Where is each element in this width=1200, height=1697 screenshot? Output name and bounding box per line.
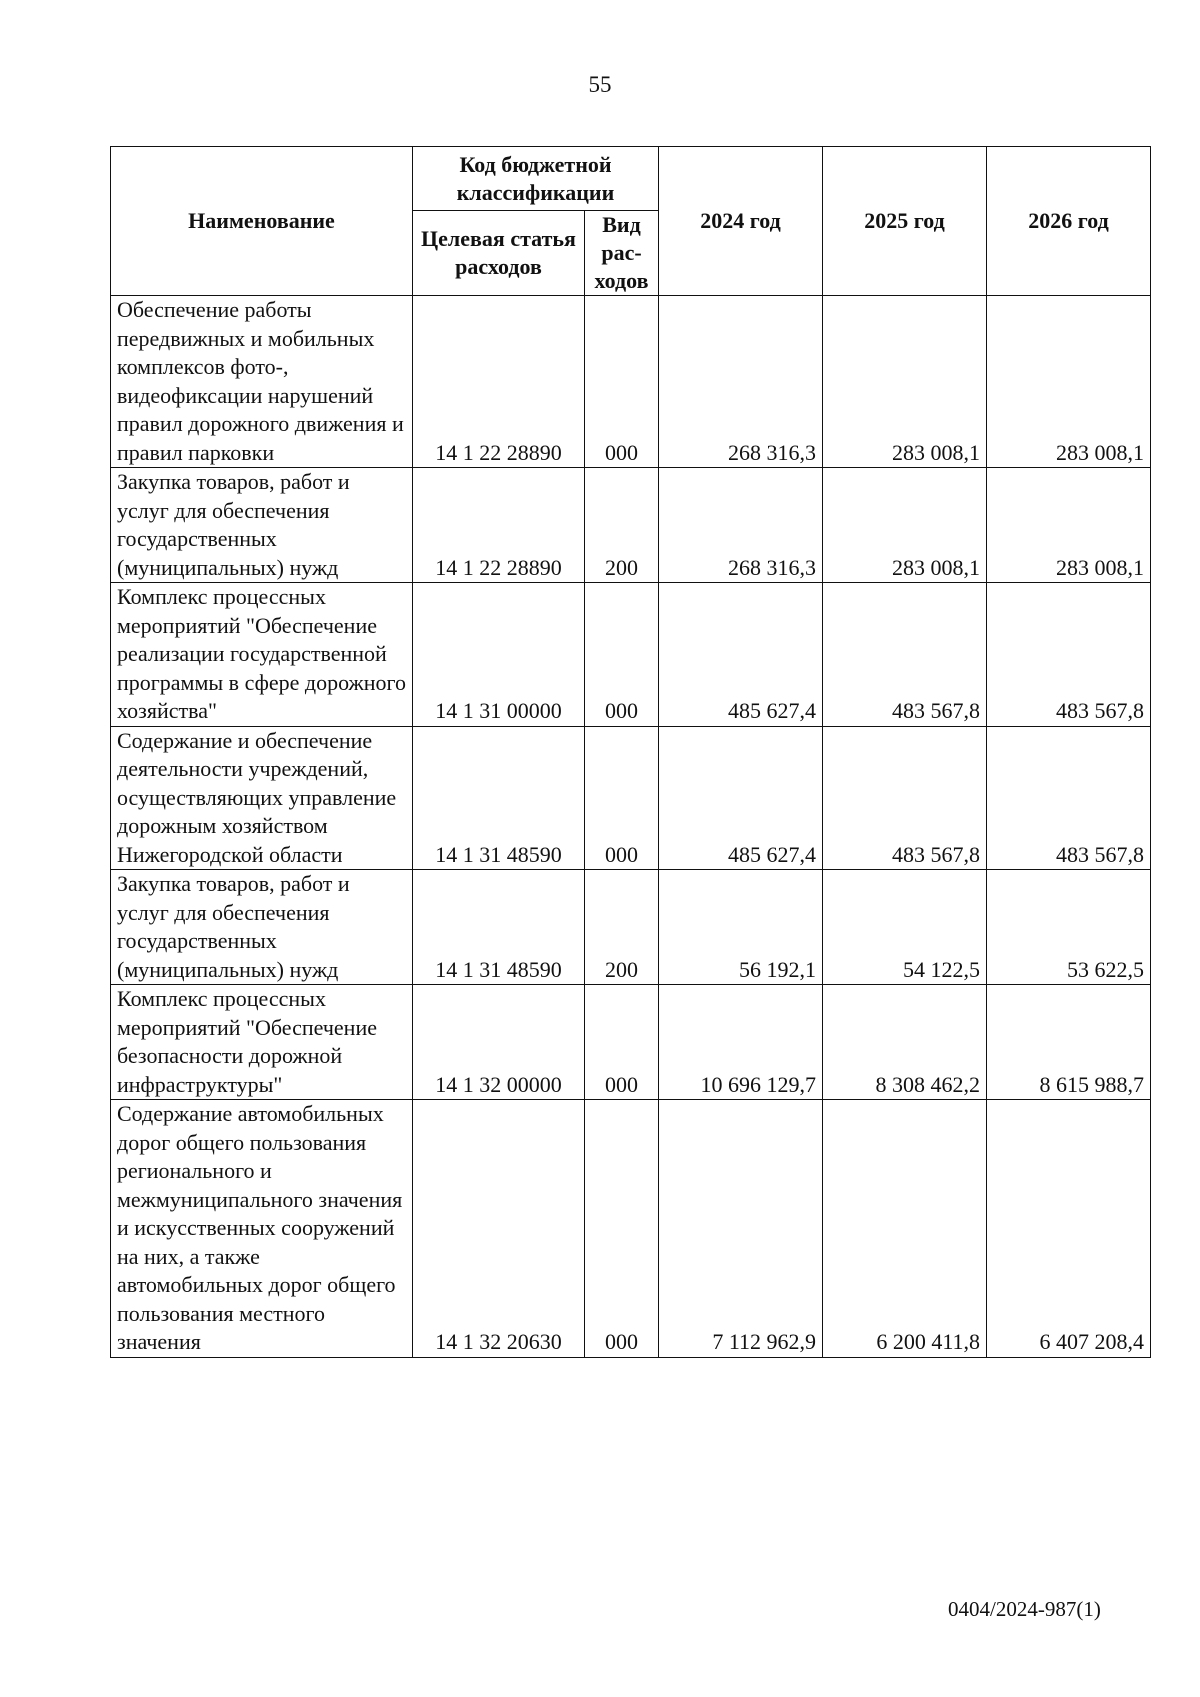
row-value-2025: 283 008,1: [823, 296, 987, 468]
row-value-2026: 53 622,5: [987, 870, 1151, 985]
row-value-2026: 483 567,8: [987, 583, 1151, 727]
row-value-2026: 283 008,1: [987, 468, 1151, 583]
table-row: [111, 296, 1151, 468]
row-value-2026: 8 615 988,7: [987, 985, 1151, 1100]
row-name: Комплекс процессных мероприятий "Обеспечение реализации государственной программы в сфере дорожного хозяйства": [111, 583, 413, 727]
row-value-2026: 483 567,8: [987, 726, 1151, 870]
row-value-2025: 8 308 462,2: [823, 985, 987, 1100]
header-name: Наименование: [111, 147, 413, 296]
row-value-2026: 6 407 208,4: [987, 1100, 1151, 1358]
row-expense-kind: 000: [585, 296, 659, 468]
budget-table: [110, 146, 1151, 1358]
header-2026: 2026 год: [987, 147, 1151, 296]
row-value-2024: 7 112 962,9: [659, 1100, 823, 1358]
header-2025: 2025 год: [823, 147, 987, 296]
row-expense-kind: 000: [585, 583, 659, 727]
document-id: 0404/2024-987(1): [948, 1597, 1101, 1621]
row-target-code: 14 1 31 00000: [413, 583, 585, 727]
table-row: [111, 985, 1151, 1100]
row-expense-kind: 000: [585, 985, 659, 1100]
row-expense-kind: 200: [585, 468, 659, 583]
row-target-code: 14 1 22 28890: [413, 296, 585, 468]
row-name: Закупка товаров, работ и услуг для обеспечения государственных (муниципальных) нужд: [111, 468, 413, 583]
row-name: Содержание и обеспечение деятельности учреждений, осуществляющих управление дорожным хозяйством Нижегородской области: [111, 726, 413, 870]
row-value-2026: 283 008,1: [987, 296, 1151, 468]
row-target-code: 14 1 22 28890: [413, 468, 585, 583]
row-value-2024: 56 192,1: [659, 870, 823, 985]
row-value-2024: 485 627,4: [659, 726, 823, 870]
row-name: Содержание автомобильных дорог общего пользования регионального и межмуниципального значения и искусственных сооружений на них, а также автомобильных дорог общего пользования местного значения: [111, 1100, 413, 1358]
table-row: [111, 583, 1151, 727]
row-value-2025: 483 567,8: [823, 726, 987, 870]
row-value-2025: 483 567,8: [823, 583, 987, 727]
row-value-2024: 485 627,4: [659, 583, 823, 727]
table-row: [111, 870, 1151, 985]
table-row: [111, 1100, 1151, 1358]
header-kind: Вид рас-ходов: [585, 211, 659, 296]
header-2024: 2024 год: [659, 147, 823, 296]
row-value-2024: 268 316,3: [659, 468, 823, 583]
row-value-2025: 6 200 411,8: [823, 1100, 987, 1358]
row-expense-kind: 000: [585, 1100, 659, 1358]
row-expense-kind: 200: [585, 870, 659, 985]
row-value-2024: 268 316,3: [659, 296, 823, 468]
row-name: Комплекс процессных мероприятий "Обеспечение безопасности дорожной инфраструктуры": [111, 985, 413, 1100]
row-value-2025: 54 122,5: [823, 870, 987, 985]
row-target-code: 14 1 32 00000: [413, 985, 585, 1100]
header-code-group: Код бюджетной классификации: [413, 147, 659, 211]
row-value-2025: 283 008,1: [823, 468, 987, 583]
row-expense-kind: 000: [585, 726, 659, 870]
table-body: [111, 296, 1151, 1358]
row-target-code: 14 1 31 48590: [413, 870, 585, 985]
row-value-2024: 10 696 129,7: [659, 985, 823, 1100]
page-number: 55: [588, 72, 612, 97]
row-name: Закупка товаров, работ и услуг для обеспечения государственных (муниципальных) нужд: [111, 870, 413, 985]
row-target-code: 14 1 32 20630: [413, 1100, 585, 1358]
table-row: [111, 468, 1151, 583]
row-target-code: 14 1 31 48590: [413, 726, 585, 870]
header-target: Целевая статья расходов: [413, 211, 585, 296]
row-name: Обеспечение работы передвижных и мобильных комплексов фото-, видеофиксации нарушений правил дорожного движения и правил парковки: [111, 296, 413, 468]
table-row: [111, 726, 1151, 870]
